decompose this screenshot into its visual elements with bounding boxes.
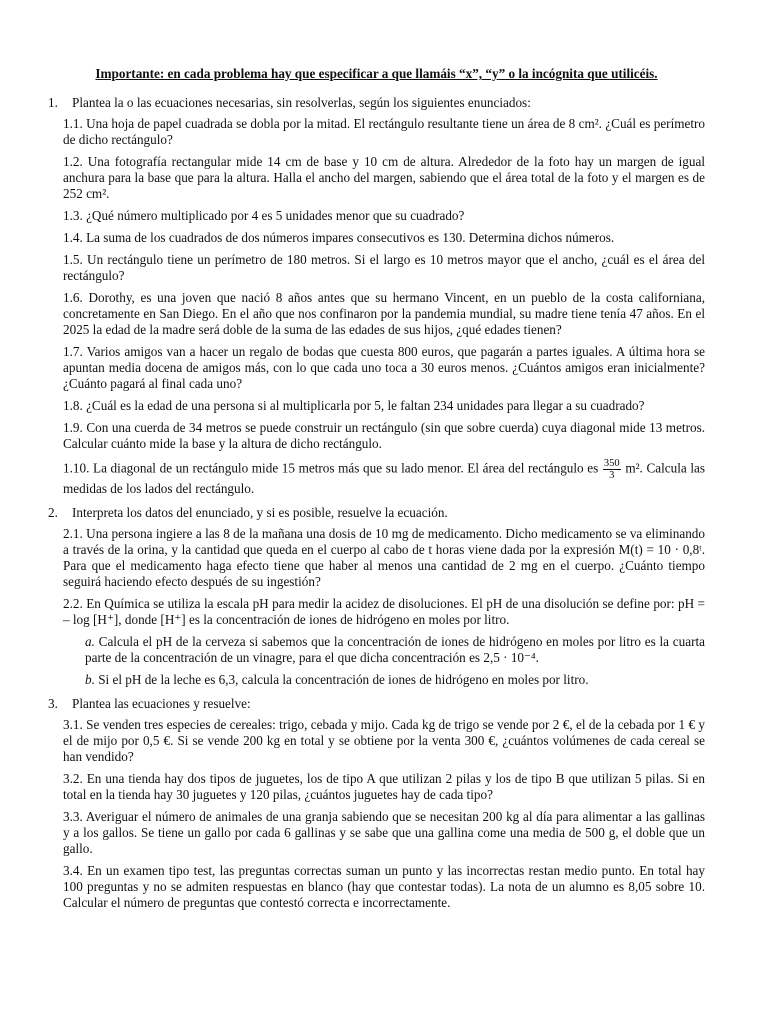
- problem-text: En un examen tipo test, las preguntas correctas suman un punto y las incorrectas restan medio punto. En total hay 100 preguntas y no se admiten respuestas en blanco (hay que contestar todas). La nota de un alumno es 8,05 sobre 10. Calcular el número de preguntas que contestó correcta e incorrectamente.: [63, 863, 705, 910]
- section-title: Plantea la o las ecuaciones necesarias, sin resolverlas, según los siguientes enunciados:: [72, 95, 531, 110]
- problem-text: La suma de los cuadrados de dos números impares consecutivos es 130. Determina dichos números.: [86, 230, 615, 245]
- problem-number: 1.1.: [63, 116, 83, 131]
- instructions-header: Importante: en cada problema hay que especificar a que llamáis “x”, “y” o la incógnita que utilicéis.: [95, 66, 658, 81]
- section-1: [48, 95, 705, 497]
- problem-text: Una persona ingiere a las 8 de la mañana una dosis de 10 mg de medicamento. Dicho medicamento se va eliminando a través de la orina, y la cantidad que queda en el cuerpo al cabo de t horas viene dada por la expresión M(t) = 10 · 0,8ᵗ. Para que el medicamento haga efecto tiene que haber al menos una cantidad de 2 mg en el cuerpo. ¿Cuánto tiempo seguirá haciendo efecto después de su ingestión?: [63, 526, 705, 589]
- subproblem-label: a.: [85, 634, 95, 649]
- problem-number: 3.2.: [63, 771, 83, 786]
- problem-1-2: [63, 154, 705, 202]
- problem-number: 2.1.: [63, 526, 83, 541]
- problem-number: 3.4.: [63, 863, 83, 878]
- problem-1-1: [63, 116, 705, 148]
- problem-text: Una fotografía rectangular mide 14 cm de base y 10 cm de altura. Alrededor de la foto hay un margen de igual anchura para la base que para la altura. Halla el ancho del margen, sabiendo que el área total de la foto y el margen es de 252 cm².: [63, 154, 705, 201]
- problem-number: 1.3.: [63, 208, 83, 223]
- problem-number: 1.5.: [63, 252, 83, 267]
- problem-text: Se venden tres especies de cereales: trigo, cebada y mijo. Cada kg de trigo se vende por 2 €, el de la cebada por 1 € y el de mijo por 0,5 €. Si se vende 200 kg en total y se obtiene por la venta 300 €, ¿cuántos volúmenes de cada cereal se han vendido?: [63, 717, 705, 764]
- section-2: [48, 505, 705, 688]
- problem-text: ¿Cuál es la edad de una persona si al multiplicarla por 5, le faltan 234 unidades para llegar a su cuadrado?: [86, 398, 645, 413]
- problem-number: 1.10.: [63, 460, 90, 476]
- section-heading: [48, 696, 705, 712]
- problem-text: La diagonal de un rectángulo mide 15 metros más que su lado menor. El área del rectángulo es: [93, 460, 599, 476]
- problem-text: Con una cuerda de 34 metros se puede construir un rectángulo (sin que sobre cuerda) cuya diagonal mide 13 metros. Calcular cuánto mide la base y la altura de dicho rectángulo.: [63, 420, 706, 451]
- problem-text: ¿Qué número multiplicado por 4 es 5 unidades menor que su cuadrado?: [86, 208, 465, 223]
- problem-2-2: [63, 596, 705, 628]
- problem-text-cont: m². Calcula las medidas de los lados del rectángulo.: [63, 460, 706, 496]
- problem-1-10: [63, 458, 705, 497]
- problem-3-1: [63, 717, 705, 765]
- area-fraction: [603, 458, 621, 481]
- section-title: Plantea las ecuaciones y resuelve:: [72, 696, 251, 711]
- problem-list: [63, 526, 705, 688]
- section-number: 2.: [48, 505, 58, 520]
- section-title: Interpreta los datos del enunciado, y si es posible, resuelve la ecuación.: [72, 505, 448, 520]
- problem-1-9: [63, 420, 705, 452]
- problem-1-5: [63, 252, 705, 284]
- problem-text: En una tienda hay dos tipos de juguetes, los de tipo A que utilizan 2 pilas y los de tipo B que utilizan 5 pilas. Si en total en la tienda hay 30 juguetes y 120 pilas, ¿cuántos juguetes hay de cada tipo?: [63, 771, 706, 802]
- problem-number: 3.1.: [63, 717, 83, 732]
- problem-1-7: [63, 344, 705, 392]
- subproblem-a: [85, 634, 705, 666]
- subproblem-b: [85, 672, 705, 688]
- subproblem-text: Si el pH de la leche es 6,3, calcula la concentración de iones de hidrógeno en moles por litro.: [98, 672, 589, 687]
- problem-number: 1.7.: [63, 344, 83, 359]
- problem-list: [63, 717, 705, 911]
- section-heading: [48, 95, 705, 111]
- problem-3-3: [63, 809, 705, 857]
- problem-number: 1.8.: [63, 398, 83, 413]
- subproblem-text: Calcula el pH de la cerveza si sabemos que la concentración de iones de hidrógeno en moles por litro es la cuarta parte de la concentración de un vinagre, para el que dicha concentración es 2,5 · 10⁻⁴.: [85, 634, 705, 665]
- problem-3-2: [63, 771, 705, 803]
- problem-3-4: [63, 863, 705, 911]
- problem-number: 1.4.: [63, 230, 83, 245]
- problem-number: 2.2.: [63, 596, 83, 611]
- problem-list: [63, 116, 705, 497]
- subproblem-label: b.: [85, 672, 95, 687]
- section-number: 1.: [48, 95, 58, 110]
- problem-1-3: [63, 208, 705, 224]
- problem-text: Averiguar el número de animales de una granja sabiendo que se necesitan 200 kg al día para alimentar a las gallinas y a los gallos. Se tiene un gallo por cada 6 gallinas y se sabe que una gallina come una media de 500 g, el doble que un gallo.: [63, 809, 705, 856]
- problem-text: Una hoja de papel cuadrada se dobla por la mitad. El rectángulo resultante tiene un área de 8 cm². ¿Cuál es perímetro de dicho rectángulo?: [63, 116, 705, 147]
- problem-1-4: [63, 230, 705, 246]
- problem-number: 1.9.: [63, 420, 83, 435]
- problem-text: En Química se utiliza la escala pH para medir la acidez de disoluciones. El pH de una disolución se define por: pH = – log [H⁺], donde [H⁺] es la concentración de iones de hidrógeno en moles por litro.: [63, 596, 705, 627]
- problem-number: 1.2.: [63, 154, 83, 169]
- problem-2-1: [63, 526, 705, 590]
- problem-1-8: [63, 398, 705, 414]
- problem-text: Dorothy, es una joven que nació 8 años antes que su hermano Vincent, en un pueblo de la costa californiana, concretamente en San Diego. En el año que nos confinaron por la pandemia mundial, su madre tiene tenía 47 años. En el 2025 la edad de la madre será doble de la suma de las edades de sus hijos, ¿qué edades tienen?: [63, 290, 706, 337]
- section-3: [48, 696, 705, 911]
- section-number: 3.: [48, 696, 58, 711]
- problem-number: 3.3.: [63, 809, 83, 824]
- problem-1-6: [63, 290, 705, 338]
- fraction-denominator: 3: [609, 470, 615, 481]
- problem-text: Varios amigos van a hacer un regalo de bodas que cuesta 800 euros, que pagarán a partes iguales. A última hora se apuntan media docena de amigos más, con lo que cada uno toca a 30 euros menos. ¿Cuántos amigos eran inicialmente? ¿Cuánto pagará al final cada uno?: [63, 344, 705, 391]
- section-heading: [48, 505, 705, 521]
- fraction-numerator: 350: [603, 458, 620, 469]
- problem-number: 1.6.: [63, 290, 83, 305]
- problem-text: Un rectángulo tiene un perímetro de 180 metros. Si el largo es 10 metros mayor que el ancho, ¿cuál es el área del rectángulo?: [63, 252, 705, 283]
